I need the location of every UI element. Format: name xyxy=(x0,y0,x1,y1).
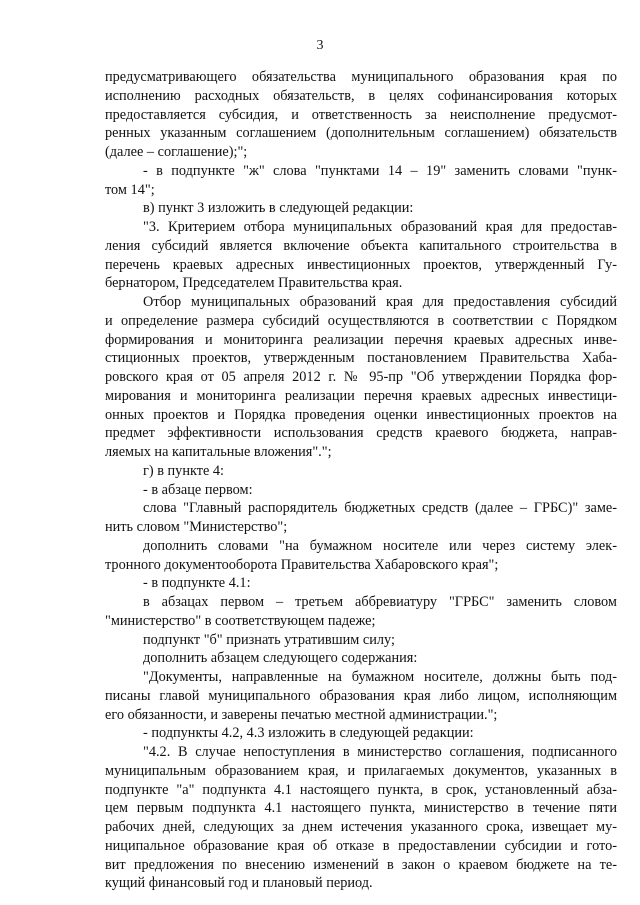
text-line: "Документы, направленные на бумажном носителе, должны быть под- xyxy=(143,669,617,685)
text-line: ренных указанным соглашением (дополнительным соглашением) обязательств xyxy=(105,125,617,142)
text-line: его обязанности, и заверены печатью местной администрации."; xyxy=(105,706,498,723)
text-line: Отбор муниципальных образований края для предоставления субсидий xyxy=(143,294,617,310)
text-line: формирования и мониторинга реализации перечня краевых адресных инве- xyxy=(105,331,617,348)
text-line: (далее – соглашение);"; xyxy=(105,144,248,160)
text-line: ления субсидий является включение объекта капитального строительства в xyxy=(105,237,617,254)
text-line: дополнить словами "на бумажном носителе или через систему элек- xyxy=(143,537,617,554)
text-line: рабочих дней, следующих за днем истечения указанного срока, извещает му- xyxy=(105,819,617,835)
text-line: "3. Критерием отбора муниципальных образований края для предостав- xyxy=(143,219,617,235)
text-line: в абзацах первом – третьем аббревиатуру "ГРБС" заменить словом xyxy=(143,594,617,610)
text-line: цем первым подпункта 4.1 настоящего пункта, министерство в течение пяти xyxy=(105,800,617,817)
page-number: 3 xyxy=(316,38,324,53)
text-line: том 14"; xyxy=(105,181,155,198)
text-line: нить словом "Министерство"; xyxy=(105,519,288,535)
text-line: - в абзаце первом: xyxy=(143,481,253,498)
text-line: перечень краевых адресных инвестиционных проектов, утвержденный Гу- xyxy=(105,256,617,273)
text-line: предоставляется субсидия, и ответственность за неисполнение предусмот- xyxy=(105,106,617,123)
text-line: онных проектов и Порядка проведения оценки инвестиционных проектов на xyxy=(105,406,617,423)
text-line: в) пункт 3 изложить в следующей редакции: xyxy=(143,200,414,217)
text-line: "министерство" в соответствующем падеже; xyxy=(105,612,376,629)
text-line: "4.2. В случае непоступления в министерство соглашения, подписанного xyxy=(143,744,617,760)
text-line: дополнить абзацем следующего содержания: xyxy=(143,650,418,667)
text-line: предусматривающего обязательства муниципального образования края по xyxy=(105,69,617,85)
text-line: - в подпункте 4.1: xyxy=(143,575,251,592)
document-body xyxy=(105,68,617,893)
text-line: муниципальным образованием края, и прилагаемых документов, указанных в xyxy=(105,762,617,779)
text-line: и определение размера субсидий осуществляются в соответствии с Порядком xyxy=(105,312,617,329)
text-line: стиционных проектов, утвержденным постановлением Правительства Хаба- xyxy=(105,350,617,367)
text-line: вит предложения по внесению изменений в закон о краевом бюджете на те- xyxy=(105,856,617,873)
text-line: - в подпункте "ж" слова "пунктами 14 – 19" заменить словами "пунк- xyxy=(143,162,617,179)
text-line: кущий финансовый год и плановый период. xyxy=(105,875,373,892)
text-line: ляемых на капитальные вложения"."; xyxy=(105,444,332,460)
text-line: подпункт "б" признать утратившим силу; xyxy=(143,631,395,648)
text-line: - подпункты 4.2, 4.3 изложить в следующей редакции: xyxy=(143,725,474,742)
text-line: исполнению расходных обязательств, в целях софинансирования которых xyxy=(105,87,617,104)
text-line: г) в пункте 4: xyxy=(143,462,225,479)
text-line: бернатором, Председателем Правительства края. xyxy=(105,275,403,292)
text-line: подпункте "а" подпункта 4.1 настоящего пункта, в срок, установленный абза- xyxy=(105,781,617,798)
text-line: тронного документооборота Правительства Хабаровского края"; xyxy=(105,556,499,573)
text-line: мирования и мониторинга реализации перечня краевых адресных инвестици- xyxy=(105,387,617,404)
text-line: предмет эффективности использования средств краевого бюджета, направ- xyxy=(105,425,617,442)
text-line: слова "Главный распорядитель бюджетных средств (далее – ГРБС)" заме- xyxy=(143,500,617,517)
text-line: писаны главой муниципального образования края либо лицом, исполняющим xyxy=(105,687,617,704)
text-line: ровского края от 05 апреля 2012 г. № 95-пр "Об утверждении Порядка фор- xyxy=(105,369,617,385)
text-line: ниципальное образование края об отказе в предоставлении субсидии и гото- xyxy=(105,837,617,854)
